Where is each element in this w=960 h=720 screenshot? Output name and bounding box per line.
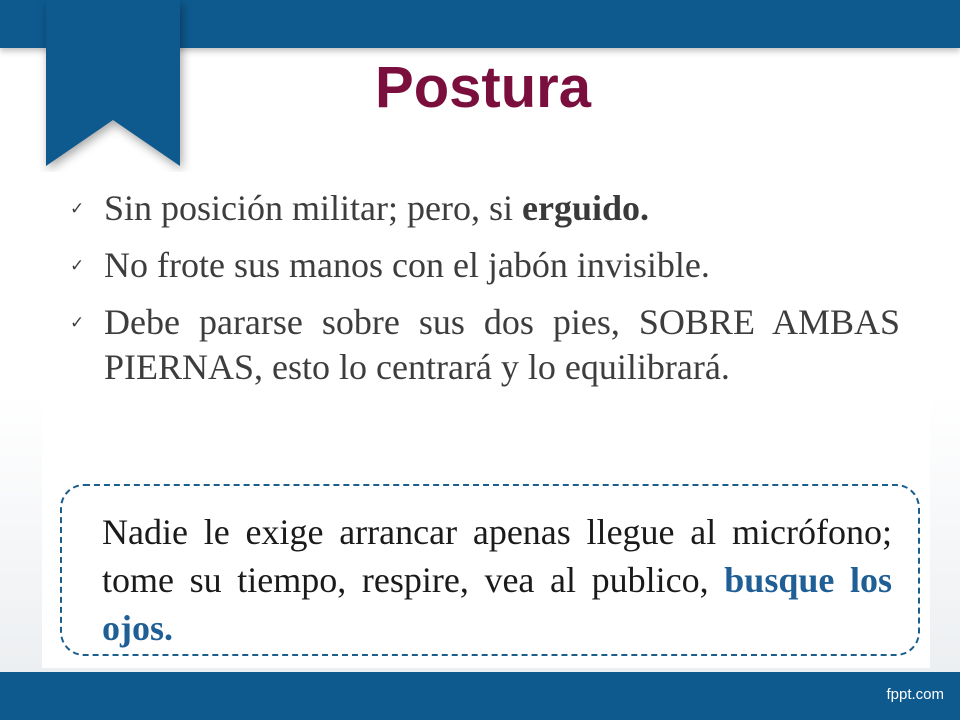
list-item [70,300,900,390]
list-item [70,243,900,288]
list-item [70,186,900,231]
bottom-bar [0,672,960,720]
note-body: Nadie le exige arrancar apenas llegue al micrófono; tome su tiempo, respire, vea al publico, [102,512,892,600]
note-box [60,484,920,656]
bullet-text: Sin posición militar; pero, si [104,188,522,228]
content-panel [42,172,930,668]
bullet-bold-text: erguido. [521,188,649,228]
checkmark-icon: ✓ [70,256,85,276]
checkmark-icon: ✓ [70,313,85,333]
footer-brand: fppt.com [886,686,944,703]
bullet-list [70,186,900,402]
bullet-text: Debe pararse sobre sus dos pies, SOBRE AMBAS PIERNAS, esto lo centrará y lo equilibrará. [104,302,900,387]
checkmark-icon: ✓ [70,199,85,219]
page-title: Postura [375,55,591,120]
note-emphasis: busque los ojos. [102,560,892,648]
note-text [102,508,892,652]
bullet-text: No frote sus manos con el jabón invisible. [104,245,710,285]
